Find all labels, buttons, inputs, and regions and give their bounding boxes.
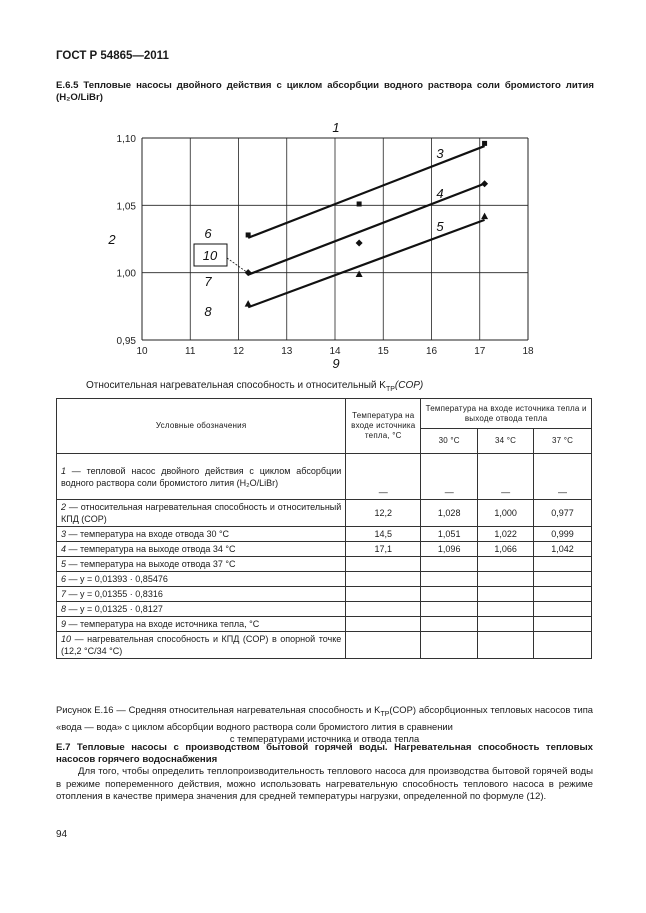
cell-value: 1,066 <box>478 542 534 557</box>
cell-value <box>478 557 534 572</box>
callout-label-4: 4 <box>436 186 444 201</box>
cell-value <box>478 587 534 602</box>
cell-value <box>534 632 592 659</box>
cell-value: — <box>421 454 478 500</box>
cell-value: — <box>478 454 534 500</box>
x-tick-label: 17 <box>474 346 486 357</box>
marker-diamond <box>245 269 252 276</box>
cell-value <box>421 602 478 617</box>
row-label: 10 — нагревательная способность и КПД (COP) в опорной точке (12,2 °С/34 °С) <box>57 632 346 659</box>
row-label: 5 — температура на выходе отвода 37 °С <box>57 557 346 572</box>
figure-caption-sub: TP <box>380 710 390 718</box>
marker-triangle <box>356 271 363 278</box>
cell-value <box>534 617 592 632</box>
callout-leader-10 <box>227 258 246 272</box>
marker-triangle <box>481 213 488 220</box>
cell-source-temp <box>346 587 421 602</box>
cell-value: 1,042 <box>534 542 592 557</box>
chart-grid <box>142 138 528 340</box>
series-line-3 <box>248 146 484 238</box>
x-tick-label: 15 <box>377 346 389 357</box>
cell-source-temp <box>346 572 421 587</box>
cop-chart <box>100 116 560 378</box>
cell-value: 0,977 <box>534 500 592 527</box>
cell-value: 1,022 <box>478 527 534 542</box>
chart-callouts <box>107 120 444 371</box>
table-row <box>57 527 592 542</box>
callout-label-3: 3 <box>436 146 444 161</box>
cell-value <box>478 572 534 587</box>
document-header: ГОСТ Р 54865—2011 <box>56 50 169 62</box>
y-tick-label: 1,10 <box>116 134 136 145</box>
col-header-temp-2: 37 °С <box>534 429 592 454</box>
callout-label-7: 7 <box>204 274 212 289</box>
callout-label-2: 2 <box>108 232 116 247</box>
cell-value <box>421 557 478 572</box>
marker-square <box>357 201 362 206</box>
cell-source-temp <box>346 617 421 632</box>
x-tick-label: 11 <box>185 346 196 357</box>
cell-value: 0,999 <box>534 527 592 542</box>
x-tick-label: 10 <box>136 346 148 357</box>
table-row <box>57 587 592 602</box>
y-tick-label: 1,00 <box>116 268 136 280</box>
x-tick-label: 13 <box>281 346 293 357</box>
section-title: E.6.5 Тепловые насосы двойного действия с циклом абсорбции водного раствора соли бромистого лития (H₂O/LiBr) <box>56 80 594 103</box>
callout-label-5: 5 <box>436 219 444 234</box>
callout-label-6: 6 <box>204 226 212 241</box>
callout-label-1: 1 <box>332 120 340 135</box>
marker-diamond <box>356 240 363 247</box>
table-row <box>57 617 592 632</box>
cell-source-temp <box>346 632 421 659</box>
cell-value <box>421 572 478 587</box>
cell-value <box>534 587 592 602</box>
col-header-source-temp: Температура на входе источника тепла, °С <box>346 399 421 454</box>
row-label: 7 — y = 0,01355 · 0,8316 <box>57 587 346 602</box>
col-header-temp-0: 30 °С <box>421 429 478 454</box>
chart-series <box>248 146 484 307</box>
cell-value <box>534 557 592 572</box>
cell-value <box>478 602 534 617</box>
row-label: 1 — тепловой насос двойного действия с циклом абсорбции водного раствора соли бромистого лития (H₂O/LiBr) <box>57 454 346 500</box>
marker-square <box>482 141 487 146</box>
cell-value: 1,051 <box>421 527 478 542</box>
table-row <box>57 500 592 527</box>
chart-caption <box>86 380 423 393</box>
y-tick-label: 0,95 <box>116 336 136 347</box>
y-tick-label: 1,05 <box>116 201 136 213</box>
figure-caption-line1: Рисунок Е.16 — Средняя относительная нагревательная способность и K <box>56 704 381 715</box>
cell-value: 1,000 <box>478 500 534 527</box>
data-table <box>56 398 592 659</box>
cell-source-temp <box>346 602 421 617</box>
row-label: 9 — температура на входе источника тепла, °С <box>57 617 346 632</box>
table-row <box>57 602 592 617</box>
row-label: 4 — температура на выходе отвода 34 °С <box>57 542 346 557</box>
marker-diamond <box>481 180 488 187</box>
cell-value: 1,028 <box>421 500 478 527</box>
cell-value: — <box>534 454 592 500</box>
col-header-temp-1: 34 °С <box>478 429 534 454</box>
callout-label-10: 10 <box>202 248 218 263</box>
section2-title: Е.7 Тепловые насосы с производством бытовой горячей воды. Нагревательная способность тепловых насосов горячего водоснабжения <box>56 742 593 765</box>
row-label: 2 — относительная нагревательная способность и относительный КПД (COP) <box>57 500 346 527</box>
table-row <box>57 572 592 587</box>
cell-source-temp: 17,1 <box>346 542 421 557</box>
figure-caption-tail: (COP) абсорбционных тепловых насосов типа «вода — вода» с циклом абсорбции водного раствора соли бромистого лития в сравнении <box>56 704 593 732</box>
cell-value <box>534 572 592 587</box>
marker-square <box>246 232 251 237</box>
x-tick-label: 18 <box>522 346 534 357</box>
col-header-designations: Условные обозначения <box>57 399 346 454</box>
x-tick-label: 12 <box>232 346 245 357</box>
marker-triangle <box>245 300 252 307</box>
table-row <box>57 542 592 557</box>
cell-source-temp <box>346 557 421 572</box>
table-row <box>57 454 592 500</box>
chart-caption-sub: TP <box>385 386 395 393</box>
cell-value <box>421 632 478 659</box>
cell-source-temp: 14,5 <box>346 527 421 542</box>
row-label: 8 — y = 0,01325 · 0,8127 <box>57 602 346 617</box>
callout-label-8: 8 <box>204 304 212 319</box>
cell-source-temp: 12,2 <box>346 500 421 527</box>
figure-caption <box>56 704 593 745</box>
callout-label-9: 9 <box>332 356 340 371</box>
series-line-5 <box>248 220 484 307</box>
figure-caption-line2: с температурами источника и отвода тепла <box>229 732 420 744</box>
row-label: 3 — температура на входе отвода 30 °С <box>57 527 346 542</box>
chart-caption-tail: (COP) <box>394 380 424 391</box>
cell-value <box>421 617 478 632</box>
table-row <box>57 632 592 659</box>
row-label: 6 — y = 0,01393 · 0,85476 <box>57 572 346 587</box>
cell-value <box>478 632 534 659</box>
col-header-temp-group: Температура на входе источника тепла и выходе отвода тепла <box>421 399 592 429</box>
chart-caption-text: Относительная нагревательная способность и относительный K <box>86 380 386 391</box>
page-number: 94 <box>56 829 68 840</box>
chart-markers <box>245 141 488 307</box>
cell-value <box>534 602 592 617</box>
body-paragraph: Для того, чтобы определить теплопроизводительность теплового насоса для производства бытовой горячей воды в режиме попеременного действия, можно использовать нагревательную способность теплового насоса в режиме отопления в качестве примера значения для средней температуры нагрузки, определенной по формуле (12). <box>56 766 593 802</box>
cell-source-temp: — <box>346 454 421 500</box>
cell-value: 1,096 <box>421 542 478 557</box>
table-row <box>57 557 592 572</box>
cell-value <box>478 617 534 632</box>
cell-value <box>421 587 478 602</box>
series-line-4 <box>248 184 484 275</box>
x-tick-label: 16 <box>425 346 438 357</box>
x-tick-label: 14 <box>329 346 341 357</box>
